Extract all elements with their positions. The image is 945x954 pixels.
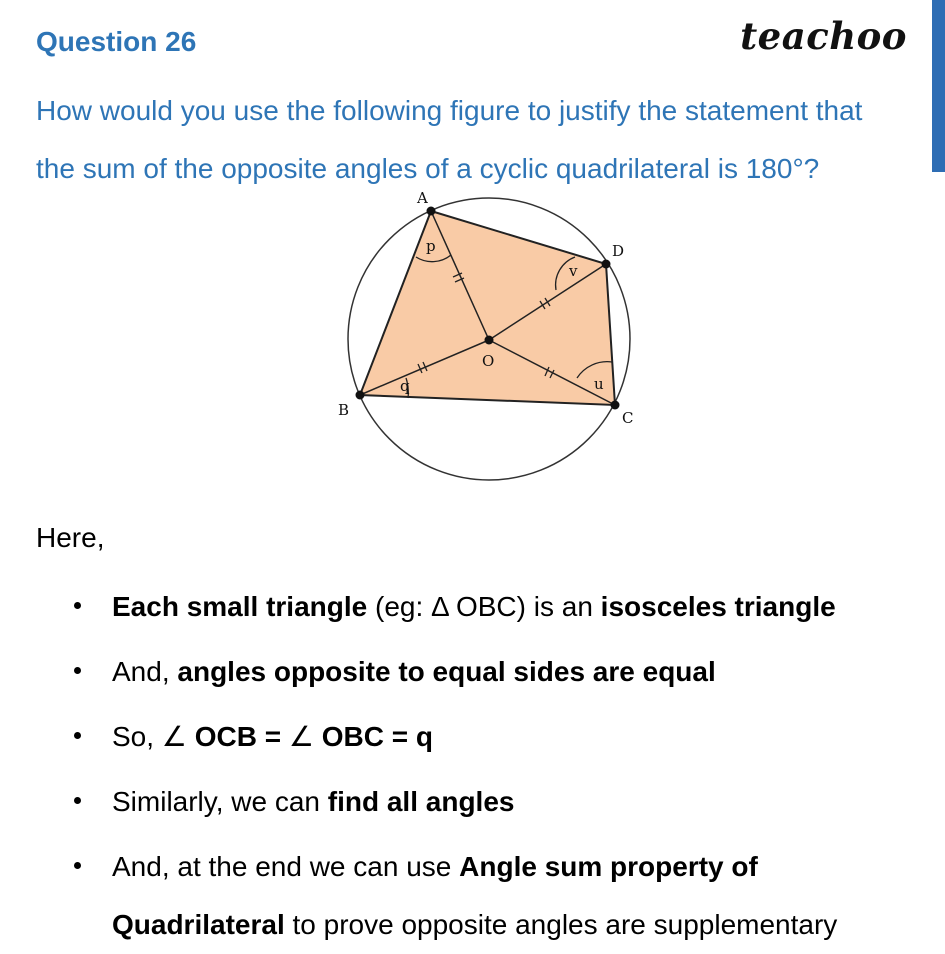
bullet-text: Similarly, we can find all angles bbox=[112, 786, 515, 817]
bullet-text: Each small triangle (eg: Δ OBC) is an isosceles triangle bbox=[112, 591, 836, 622]
bullet-dot-icon bbox=[74, 732, 81, 739]
bullet-text: So, ∠ OCB = ∠ OBC = q bbox=[112, 721, 433, 752]
point-o bbox=[485, 336, 494, 345]
question-line-1: How would you use the following figure to justify the statement that bbox=[36, 95, 863, 126]
question-label: Question 26 bbox=[36, 26, 197, 57]
label-a: A bbox=[417, 189, 428, 207]
bullet-text: And, angles opposite to equal sides are equal bbox=[112, 656, 716, 687]
quadrilateral-abcd bbox=[360, 211, 615, 405]
label-c: C bbox=[622, 409, 634, 427]
label-angle-q: q bbox=[400, 377, 410, 395]
brand-logo: teachoo bbox=[740, 14, 907, 58]
question-line-2: the sum of the opposite angles of a cyclic quadrilateral is 180°? bbox=[36, 153, 820, 184]
bullet-dot-icon bbox=[74, 602, 81, 609]
bullet-dot-icon bbox=[74, 667, 81, 674]
label-d: D bbox=[612, 242, 625, 260]
intro-text: Here, bbox=[36, 522, 105, 553]
point-c bbox=[611, 401, 620, 410]
bullet-dot-icon bbox=[74, 862, 81, 869]
label-angle-u: u bbox=[594, 375, 604, 393]
label-b: B bbox=[338, 401, 350, 419]
bullet-dot-icon bbox=[74, 797, 81, 804]
point-a bbox=[427, 207, 436, 216]
label-o: O bbox=[482, 352, 495, 370]
point-b bbox=[356, 391, 365, 400]
point-d bbox=[602, 260, 611, 269]
label-angle-v: v bbox=[569, 262, 578, 280]
bullet-text: Quadrilateral to prove opposite angles are supplementary bbox=[112, 909, 838, 940]
question-text bbox=[36, 82, 931, 198]
label-angle-p: p bbox=[426, 237, 436, 255]
figure-svg bbox=[330, 185, 650, 495]
bullet-text: And, at the end we can use Angle sum property of bbox=[112, 851, 758, 882]
side-accent-bar bbox=[932, 0, 945, 172]
cyclic-quadrilateral-figure bbox=[330, 185, 650, 495]
